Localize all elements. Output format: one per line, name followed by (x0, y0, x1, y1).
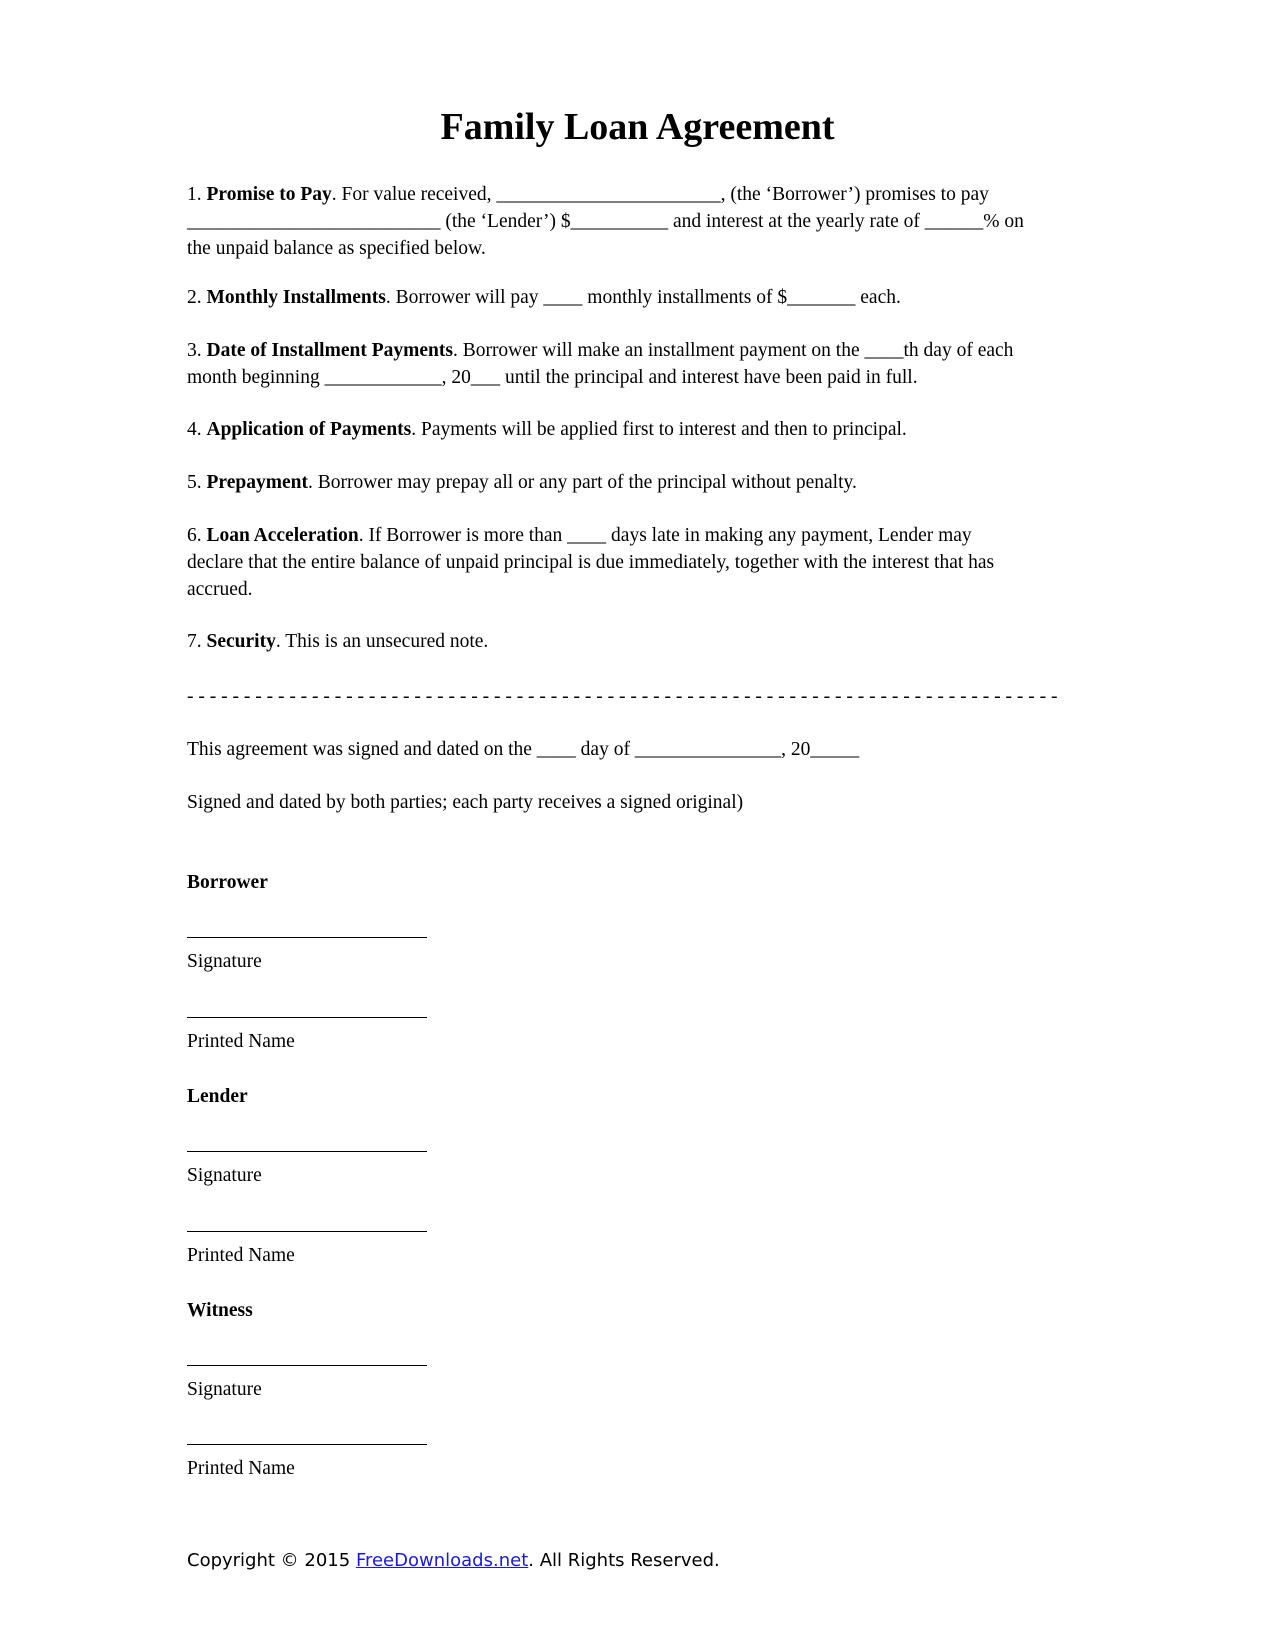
section-text: . For value received, _______________________, (the ‘Borrower’) promises to pay (331, 184, 989, 205)
dashed-separator: - - - - - - - - - - - - - - - - - - - - - - - - - - - - - - - - - - - - - - - - - - - - - - - - - - - - - - - - - - - - - - - - - - - - - - - - - - - - - (187, 686, 1058, 707)
section-prepayment (187, 469, 1087, 496)
copyright-suffix: . All Rights Reserved. (528, 1550, 720, 1571)
section-line (187, 181, 1087, 208)
lender-signature-line[interactable] (187, 1151, 427, 1152)
section-text: . Payments will be applied first to interest and then to principal. (411, 419, 907, 440)
section-text: . This is an unsecured note. (275, 631, 489, 652)
section-text: . Borrower will pay ____ monthly installments of $_______ each. (385, 287, 901, 308)
section-promise-to-pay (187, 181, 1087, 262)
section-security (187, 628, 1087, 655)
witness-printed-name-line[interactable] (187, 1444, 427, 1445)
section-line (187, 416, 1087, 443)
section-line (187, 337, 1087, 364)
section-heading: Promise to Pay (206, 184, 332, 205)
section-number: 7. (187, 631, 207, 652)
section-application-of-payments (187, 416, 1087, 443)
section-number: 6. (187, 525, 207, 546)
section-line: the unpaid balance as specified below. (187, 238, 486, 259)
lender-printed-name-line[interactable] (187, 1231, 427, 1232)
borrower-heading: Borrower (187, 872, 268, 893)
section-line: accrued. (187, 579, 253, 600)
freedownloads-link[interactable]: FreeDownloads.net (355, 1550, 529, 1571)
section-text: . Borrower will make an installment payment on the ____th day of each (452, 340, 1014, 361)
section-heading: Date of Installment Payments (206, 340, 453, 361)
page-title: Family Loan Agreement (440, 106, 835, 148)
section-number: 5. (187, 472, 207, 493)
section-text: . If Borrower is more than ____ days late in making any payment, Lender may (358, 525, 972, 546)
section-text: . Borrower may prepay all or any part of the principal without penalty. (307, 472, 857, 493)
section-number: 3. (187, 340, 207, 361)
borrower-printed-name-line[interactable] (187, 1017, 427, 1018)
witness-signature-label: Signature (187, 1379, 262, 1400)
borrower-signature-label: Signature (187, 951, 262, 972)
section-line: __________________________ (the ‘Lender’) $__________ and interest at the yearly rate of ______% on (187, 211, 1024, 232)
section-loan-acceleration (187, 522, 1087, 603)
lender-printed-name-label: Printed Name (187, 1245, 295, 1266)
section-heading: Loan Acceleration (206, 525, 359, 546)
section-line: declare that the entire balance of unpaid principal is due immediately, together with the interest that has (187, 552, 995, 573)
lender-heading: Lender (187, 1086, 248, 1107)
section-number: 4. (187, 419, 207, 440)
borrower-printed-name-label: Printed Name (187, 1031, 295, 1052)
witness-printed-name-label: Printed Name (187, 1458, 295, 1479)
section-monthly-installments (187, 284, 1087, 311)
section-number: 1. (187, 184, 207, 205)
borrower-signature-line[interactable] (187, 937, 427, 938)
section-heading: Security (206, 631, 276, 652)
section-heading: Monthly Installments (206, 287, 386, 308)
copyright-prefix: Copyright © 2015 (187, 1550, 356, 1571)
section-line (187, 469, 1087, 496)
copyright-footer (187, 1548, 720, 1574)
witness-signature-line[interactable] (187, 1365, 427, 1366)
section-line (187, 522, 1087, 549)
section-line: month beginning ____________, 20___ until the principal and interest have been paid in full. (187, 367, 918, 388)
parties-note: Signed and dated by both parties; each party receives a signed original) (187, 792, 744, 813)
section-heading: Application of Payments (206, 419, 412, 440)
witness-heading: Witness (187, 1300, 253, 1321)
section-heading: Prepayment (206, 472, 308, 493)
section-date-of-installment-payments (187, 337, 1087, 391)
lender-signature-label: Signature (187, 1165, 262, 1186)
section-number: 2. (187, 287, 207, 308)
section-line (187, 628, 1087, 655)
section-line (187, 284, 1087, 311)
signed-dated-line: This agreement was signed and dated on the ____ day of _______________, 20_____ (187, 739, 860, 760)
